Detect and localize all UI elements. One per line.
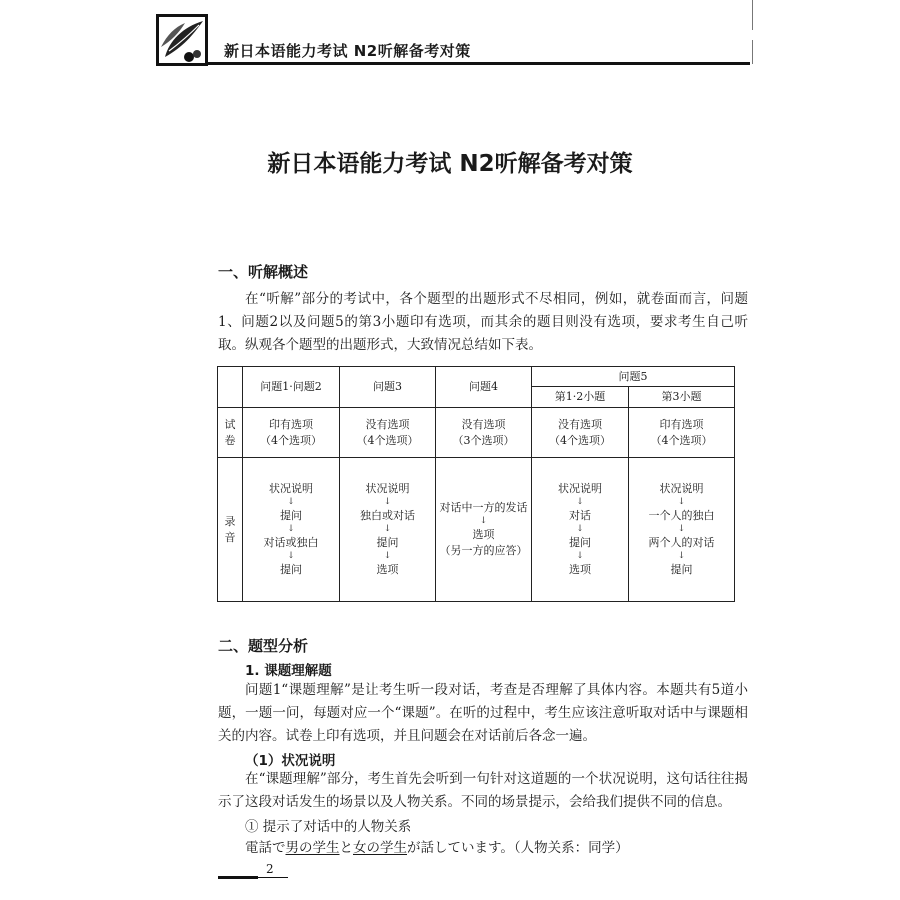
col-header-q12: 问题1·问题2 [243, 367, 340, 408]
example-sentence: 電話で男の学生と女の学生が話しています。（人物关系：同学） [245, 840, 629, 856]
task-comprehension-paragraph: 问题1“课题理解”是让考生听一段对话，考查是否理解了具体内容。本题共有5道小题，一题一问，每题对应一个“课题”。在听的过程中，考生应该注意听取对话中与课题相关的内容。试卷上印有选项，并且问题会在对话前后各念一遍。 [218, 682, 748, 744]
cell-paper-q5-sub12: 没有选项 （4个选项） [532, 408, 629, 458]
subheading-task-comprehension: 1. 课题理解题 [245, 663, 332, 679]
row-label-paper: 试 卷 [218, 408, 243, 458]
page-number: 2 [266, 862, 274, 876]
leaf-logo [156, 14, 208, 66]
down-arrow-icon: ↓ [677, 551, 686, 562]
down-arrow-icon: ↓ [383, 551, 392, 562]
col-header-q4: 问题4 [436, 367, 532, 408]
cell-paper-q5-sub3: 印有选项 （4个选项） [629, 408, 735, 458]
down-arrow-icon: ↓ [287, 524, 295, 535]
header-rule [208, 62, 750, 65]
section-heading-overview: 一、听解概述 [218, 263, 309, 281]
table-corner-cell [218, 367, 243, 408]
col-header-q5-sub12: 第1·2小题 [532, 387, 629, 408]
col-header-q3: 问题3 [340, 367, 436, 408]
row-label-audio: 录 音 [218, 458, 243, 602]
cell-audio-q12: 状况说明 ↓ 提问 ↓ 对话或独白 ↓ 提问 [243, 458, 340, 602]
down-arrow-icon: ↓ [576, 551, 584, 562]
item-relationship: ① 提示了对话中的人物关系 [245, 819, 412, 835]
overview-paragraph: 在“听解”部分的考试中，各个题型的出题形式不尽相同，例如，就卷面而言，问题1、问题2以及问题5的第3小题印有选项，而其余的题目则没有选项，要求考生自己听取。纵观各个题型的出题形式，大致情况总结如下表。 [218, 291, 748, 353]
cell-paper-q12: 印有选项 （4个选项） [243, 408, 340, 458]
table-row-paper [218, 408, 735, 458]
leaf-logo-icon [159, 17, 205, 63]
down-arrow-icon: ↓ [677, 497, 686, 508]
down-arrow-icon: ↓ [287, 497, 295, 508]
situation-paragraph: 在“课题理解”部分，考生首先会听到一句针对这道题的一个状况说明，这句话往往揭示了这段对话发生的场景以及人物关系。不同的场景提示，会给我们提供不同的信息。 [218, 771, 748, 810]
overview-table [217, 366, 735, 602]
down-arrow-icon: ↓ [677, 524, 686, 535]
col-header-q5-sub3: 第3小题 [629, 387, 735, 408]
margin-mark [752, 0, 753, 30]
cell-audio-q5-sub3: 状况说明 ↓ 一个人的独白 ↓ 两个人的对话 ↓ 提问 [629, 458, 735, 602]
down-arrow-icon: ↓ [576, 524, 584, 535]
down-arrow-icon: ↓ [287, 551, 295, 562]
running-header-title: 新日本语能力考试 N2听解备考对策 [224, 42, 471, 60]
margin-mark [752, 40, 753, 64]
cell-paper-q3: 没有选项 （4个选项） [340, 408, 436, 458]
down-arrow-icon: ↓ [479, 516, 488, 527]
page-title: 新日本语能力考试 N2听解备考对策 [267, 151, 633, 177]
cell-audio-q5-sub12: 状况说明 ↓ 对话 ↓ 提问 ↓ 选项 [532, 458, 629, 602]
down-arrow-icon: ↓ [383, 524, 392, 535]
cell-audio-q3: 状况说明 ↓ 独白或对话 ↓ 提问 ↓ 选项 [340, 458, 436, 602]
down-arrow-icon: ↓ [576, 497, 584, 508]
table-row-audio [218, 458, 735, 602]
section-heading-analysis: 二、题型分析 [218, 637, 309, 655]
footer-bar [218, 876, 258, 879]
subheading-situation: （1）状况说明 [245, 753, 336, 769]
table-header-row [218, 367, 735, 387]
cell-paper-q4: 没有选项 （3个选项） [436, 408, 532, 458]
col-header-q5: 问题5 [532, 367, 735, 387]
cell-audio-q4: 对话中一方的发话 ↓ 选项 （另一方的应答） [436, 458, 532, 602]
footer-rule [258, 877, 288, 878]
down-arrow-icon: ↓ [383, 497, 392, 508]
